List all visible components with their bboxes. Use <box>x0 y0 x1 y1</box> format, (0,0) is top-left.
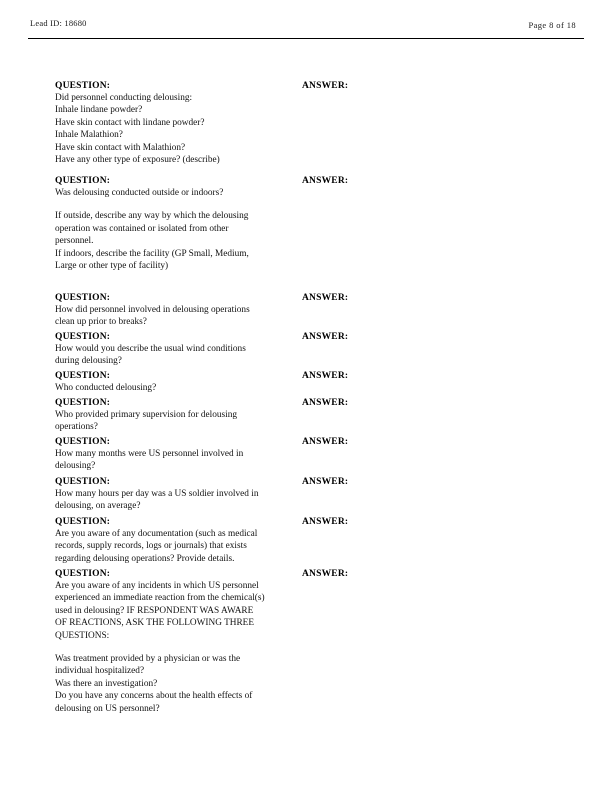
answer-column <box>302 80 422 92</box>
answer-column <box>302 175 422 187</box>
question-column <box>55 397 300 434</box>
answer-label: ANSWER: <box>302 176 349 186</box>
question-column <box>55 80 300 166</box>
question-column <box>55 476 300 513</box>
question-line: Did personnel conducting delousing: <box>55 93 193 103</box>
answer-label: ANSWER: <box>302 569 349 579</box>
question-column <box>55 292 300 329</box>
question-line: If indoors, describe the facility (GP Small, Medium, <box>55 248 249 259</box>
answer-label: ANSWER: <box>302 437 349 447</box>
answer-column <box>302 516 422 528</box>
question-line: clean up prior to breaks? <box>55 317 147 328</box>
question-line: delousing? <box>55 461 96 472</box>
question-line: during delousing? <box>55 356 122 367</box>
question-line: Do you have any concerns about the health effects of <box>55 691 253 702</box>
question-label: QUESTION: <box>55 293 111 303</box>
question-line: Large or other type of facility) <box>55 261 169 272</box>
question-line: QUESTIONS: <box>55 630 110 641</box>
paragraph-gap <box>55 199 300 210</box>
question-line: Are you aware of any incidents in which US personnel <box>55 581 259 591</box>
question-label: QUESTION: <box>55 371 111 381</box>
question-column <box>55 175 300 272</box>
answer-label: ANSWER: <box>302 293 349 303</box>
question-label: QUESTION: <box>55 332 111 342</box>
question-line: Was treatment provided by a physician or was the <box>55 654 241 665</box>
question-line: individual hospitalized? <box>55 666 145 677</box>
question-line: Have skin contact with Malathion? <box>55 142 186 153</box>
answer-label: ANSWER: <box>302 398 349 408</box>
question-label: QUESTION: <box>55 477 111 487</box>
question-column <box>55 436 300 473</box>
answer-label: ANSWER: <box>302 332 349 342</box>
answer-column <box>302 370 422 382</box>
question-text <box>55 92 300 166</box>
answer-column <box>302 397 422 409</box>
question-line: operation was contained or isolated from other <box>55 223 229 234</box>
question-label: QUESTION: <box>55 569 111 579</box>
answer-label: ANSWER: <box>302 371 349 381</box>
question-text <box>55 580 300 715</box>
question-text <box>55 409 300 434</box>
question-line: records, supply records, logs or journals) that exists <box>55 541 247 552</box>
question-line: Was there an investigation? <box>55 678 158 689</box>
question-line: Who conducted delousing? <box>55 383 157 393</box>
page-number-text: Page 8 of 18 <box>528 20 576 30</box>
question-column <box>55 568 300 715</box>
header-divider <box>28 38 584 39</box>
answer-label: ANSWER: <box>302 81 349 91</box>
question-line: Have any other type of exposure? (describe) <box>55 155 220 166</box>
answer-column <box>302 331 422 343</box>
question-line: Was delousing conducted outside or indoors? <box>55 188 224 198</box>
question-text <box>55 488 300 513</box>
question-text <box>55 187 300 272</box>
question-line: Have skin contact with lindane powder? <box>55 117 205 128</box>
question-label: QUESTION: <box>55 517 111 527</box>
question-line: experienced an immediate reaction from the chemical(s) <box>55 593 265 604</box>
question-column <box>55 516 300 565</box>
question-column <box>55 370 300 394</box>
question-label: QUESTION: <box>55 437 111 447</box>
question-line: If outside, describe any way by which the delousing <box>55 211 249 222</box>
question-text <box>55 382 300 394</box>
question-line: How would you describe the usual wind conditions <box>55 344 246 354</box>
question-label: QUESTION: <box>55 81 111 91</box>
question-line: delousing, on average? <box>55 501 141 512</box>
question-line: personnel. <box>55 236 94 247</box>
question-line: How many hours per day was a US soldier involved in <box>55 489 259 499</box>
answer-column <box>302 292 422 304</box>
answer-label: ANSWER: <box>302 477 349 487</box>
page-header <box>0 18 612 34</box>
question-line: used in delousing? IF RESPONDENT WAS AWARE <box>55 605 254 616</box>
question-line: Inhale lindane powder? <box>55 105 143 116</box>
paragraph-gap <box>55 642 300 653</box>
question-line: OF REACTIONS, ASK THE FOLLOWING THREE <box>55 618 255 629</box>
answer-column <box>302 568 422 580</box>
lead-id-text: Lead ID: 18680 <box>30 18 87 28</box>
question-column <box>55 331 300 368</box>
question-line: Inhale Malathion? <box>55 130 123 141</box>
answer-label: ANSWER: <box>302 517 349 527</box>
answer-column <box>302 436 422 448</box>
question-label: QUESTION: <box>55 176 111 186</box>
question-text <box>55 528 300 565</box>
answer-column <box>302 476 422 488</box>
question-line: operations? <box>55 422 98 433</box>
question-text <box>55 448 300 473</box>
question-line: How many months were US personnel involved in <box>55 449 244 459</box>
question-text <box>55 343 300 368</box>
question-label: QUESTION: <box>55 398 111 408</box>
question-line: Are you aware of any documentation (such as medical <box>55 529 258 539</box>
question-line: delousing on US personnel? <box>55 703 160 714</box>
question-line: Who provided primary supervision for delousing <box>55 410 238 420</box>
question-text <box>55 304 300 329</box>
question-line: How did personnel involved in delousing operations <box>55 305 250 315</box>
question-line: regarding delousing operations? Provide details. <box>55 553 235 564</box>
